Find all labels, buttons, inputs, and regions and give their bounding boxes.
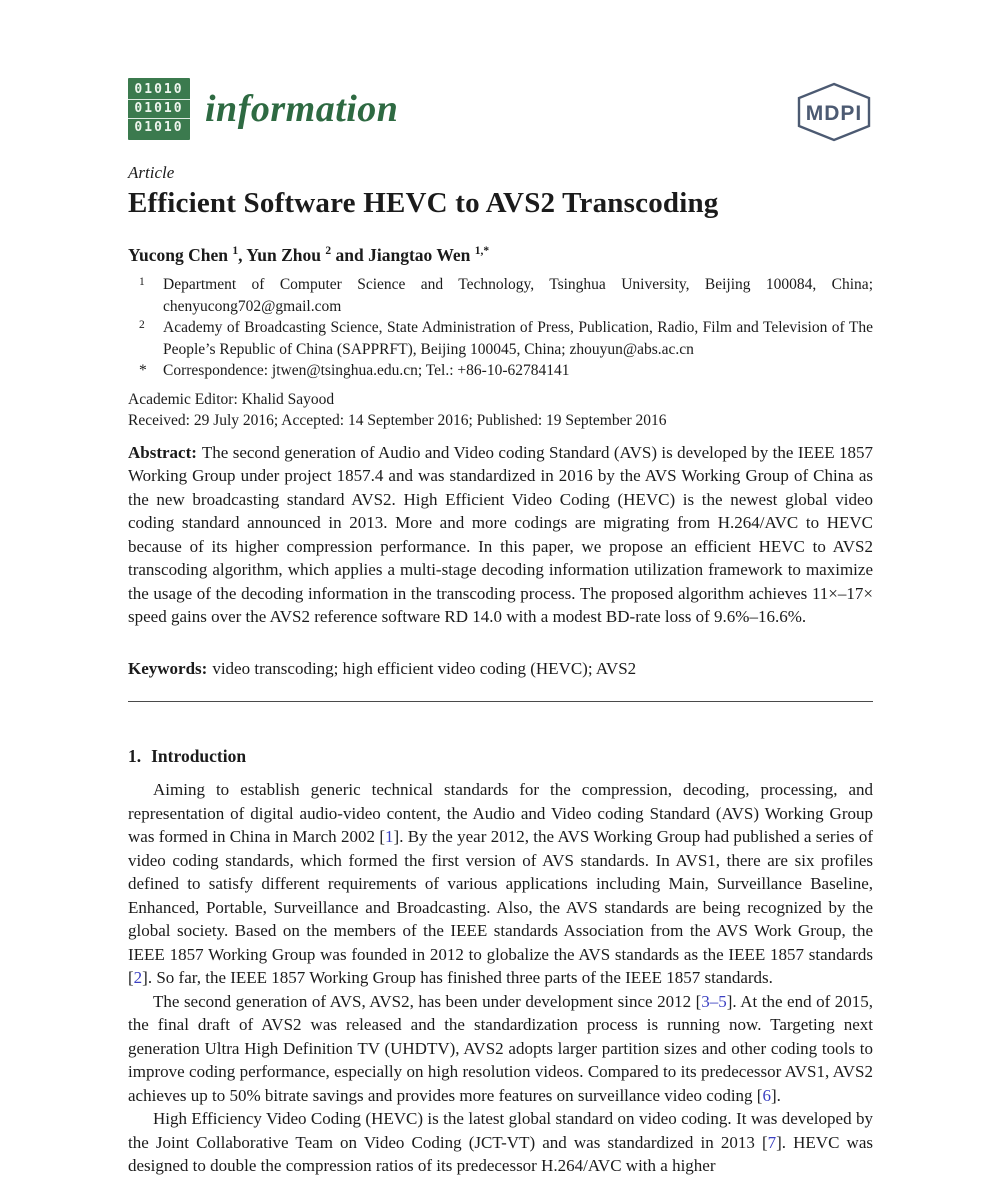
affiliation-item: [128, 360, 873, 382]
keywords-label: Keywords:: [128, 658, 208, 678]
masthead: [128, 78, 873, 140]
mdpi-logo: [795, 82, 873, 147]
section-title: Introduction: [151, 746, 247, 766]
affiliation-marker: 1: [139, 276, 145, 288]
separator-rule: [128, 701, 873, 702]
affiliation-item: [128, 317, 873, 360]
journal-logo: [128, 78, 398, 140]
abstract-paragraph: [128, 441, 873, 629]
keywords-line: [128, 657, 873, 681]
affiliation-text: Department of Computer Science and Technology, Tsinghua University, Beijing 100084, China; chenyucong702@gmail.com: [163, 276, 873, 315]
paragraph: High Efficiency Video Coding (HEVC) is the latest global standard on video coding. It was developed by the Joint Collaborative Team on Video Coding (JCT-VT) and was standardized in 2013 [7]. HEVC was designed to double the compression ratios of its predecessor H.264/AVC with a higher: [128, 1109, 873, 1175]
journal-name: information: [205, 88, 399, 130]
citation-link[interactable]: 3–5: [701, 991, 727, 1011]
citation-link[interactable]: 2: [133, 968, 143, 987]
citation-link[interactable]: 7: [767, 1132, 777, 1152]
section-heading: [128, 746, 873, 767]
abstract-text: The second generation of Audio and Video coding Standard (AVS) is developed by the IEEE 1857 Working Group under project 1857.4 and was standardized in 2016 by the AVS Working Group of China as the new broadcasting standard AVS2. High Efficient Video Coding (HEVC) is the newest global video coding standard announced in 2013. More and more codings are migrating from H.264/AVC to HEVC because of its higher compression performance. In this paper, we propose an efficient HEVC to AVS2 transcoding algorithm, which applies a multi-stage decoding information utilization framework to maximize the usage of the decoding information in the transcoding process. The proposed algorithm achieves 11×–17× speed gains over the AVS2 reference software RD 14.0 with a modest BD-rate loss of 9.6%–16.6%.: [128, 442, 873, 626]
affiliation-marker: 2: [139, 319, 145, 331]
affiliation-text: Academy of Broadcasting Science, State Administration of Press, Publication, Radio, Film and Television of The People’s Republic of China (SAPPRFT), Beijing 100045, China; zhouyun@abs.ac.cn: [163, 319, 873, 358]
author-affiliation-marker: 1: [232, 245, 239, 258]
logo-binary-row: 01010: [128, 99, 190, 118]
author-name: Yun Zhou: [246, 245, 326, 265]
article-type-label: Article: [128, 163, 175, 182]
affiliations-list: [128, 274, 873, 382]
section-body: [128, 778, 873, 1178]
authors-line: Yucong Chen $^1$, Yun Zhou $^2$ and Jiangtao Wen $^{1,*}$: [128, 245, 490, 265]
abstract-label: Abstract:: [128, 442, 197, 462]
affiliation-item: [128, 274, 873, 317]
keywords-text: video transcoding; high efficient video coding (HEVC); AVS2: [212, 658, 637, 678]
introduction-section: [128, 746, 873, 1178]
author-name: Yucong Chen: [128, 245, 233, 265]
mdpi-hexagon-icon: [795, 82, 873, 142]
citation-link[interactable]: 1: [385, 827, 394, 846]
paragraph: The second generation of AVS, AVS2, has been under development since 2012 [3–5]. At the end of 2015, the final draft of AVS2 was released and the standardization process is running now. Targeting next generation Ultra High Definition TV (UHDTV), AVS2 adopts larger partition sizes and other coding tools to improve coding performance, especially on high resolution videos. Compared to its predecessor AVS1, AVS2 achieves up to 50% bitrate savings and provides more features on surveillance video coding [6].: [128, 991, 874, 1105]
dates-line: Received: 29 July 2016; Accepted: 14 September 2016; Published: 19 September 2016: [128, 412, 667, 429]
affiliation-text: Correspondence: jtwen@tsinghua.edu.cn; Tel.: +86-10-62784141: [163, 362, 570, 379]
academic-editor-line: Academic Editor: Khalid Sayood: [128, 390, 335, 408]
logo-binary-row: 01010: [128, 118, 190, 137]
author-affiliation-marker: 1,*: [474, 245, 490, 258]
author-name: Jiangtao Wen: [368, 245, 475, 265]
logo-binary-row: 01010: [134, 82, 184, 97]
article-title: Efficient Software HEVC to AVS2 Transcoding: [128, 187, 719, 219]
affiliation-marker: *: [139, 362, 147, 379]
citation-link[interactable]: 6: [762, 1085, 771, 1105]
journal-logo-mark: [128, 78, 190, 140]
section-number: 1.: [128, 746, 142, 766]
paragraph: Aiming to establish generic technical standards for the compression, decoding, processing, and representation of digital audio-video content, the Audio and Video coding Standard (AVS) Working Group was formed in China in March 2002 [1]. By the year 2012, the AVS Working Group had published a series of video coding standards, which formed the first version of AVS standards. In AVS1, there are six profiles defined to satisfy different requirements of various applications including Main, Surveillance Baseline, Enhanced, Portable, Surveillance and Broadcasting. Also, the AVS standards are being recognized by the global society. Based on the members of the IEEE standards Association from the AVS Work Group, the IEEE 1857 Working Group was founded in 2012 to globalize the AVS standards as the IEEE 1857 standards [2]. So far, the IEEE 1857 Working Group has finished three parts of the IEEE 1857 standards.: [128, 780, 873, 987]
editor-block: [128, 389, 873, 432]
mdpi-wordmark: MDPI: [805, 102, 863, 125]
author-affiliation-marker: 2: [325, 245, 332, 258]
